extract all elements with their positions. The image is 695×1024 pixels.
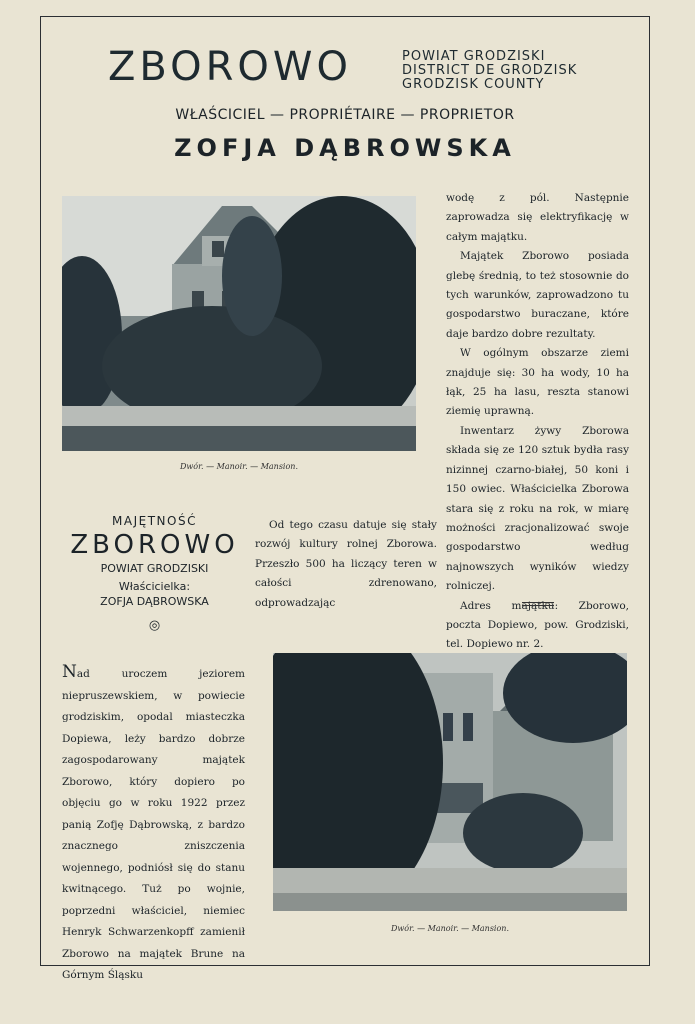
paragraph-body: ad uroczem jeziorem niepruszewskiem, w powiecie grodziskim, opodal miasteczka Dopiewa, leży bardzo dobrze zagospodarowany majątek Zborowo, który dopiero po objęciu go w roku 1922 przez panią Zofję Dąbrowską, z bardzo znacznego zniszczenia wojennego, podniósł się do stanu kwitnącego. Tuż po wojnie, poprzedni właściciel, niemiec Henryk Schwarzenkopff zamienił Zborowo na majątek Brune na Górnym Śląsku bbox=[62, 668, 245, 981]
drop-cap: N bbox=[62, 662, 77, 682]
estate-owner-name: ZOFJA DĄBROWSKA bbox=[100, 595, 209, 608]
photo-caption-top: Dwór. — Manoir. — Mansion. bbox=[179, 462, 298, 471]
ornament-icon: ◎ bbox=[148, 618, 161, 633]
estate-name: ZBOROWO bbox=[70, 530, 239, 560]
paragraph: Majątek Zborowo posiada glebę średnią, to też stosownie do tych warunków, zaprowadzono tu gospodarstwo buraczane, które daje bardzo dobre rezultaty. bbox=[446, 250, 629, 340]
estate-county: POWIAT GRODZISKI bbox=[100, 562, 209, 575]
mansion-photo-bottom bbox=[273, 653, 627, 911]
paragraph: Adres majątku: Zborowo, poczta Dopiewo, pow. Grodziski, tel. Dopiewo nr. 2. bbox=[446, 599, 629, 651]
page-title: ZBOROWO bbox=[108, 44, 352, 90]
left-column bbox=[62, 662, 245, 987]
paragraph: wodę z pól. Następnie zaprowadza się elektryfikację w całym majątku. bbox=[446, 192, 629, 243]
middle-column bbox=[255, 516, 437, 613]
owner-name: ZOFJA DĄBROWSKA bbox=[174, 134, 516, 162]
photo-caption-bottom: Dwór. — Manoir. — Mansion. bbox=[390, 924, 509, 933]
county-block bbox=[402, 50, 577, 92]
county-line: DISTRICT DE GRODZISK bbox=[402, 63, 578, 78]
paragraph: Od tego czasu datuje się stały rozwój kultury rolnej Zborowa. Przeszło 500 ha liczący teren w całości zdrenowano, odprowadzając bbox=[255, 519, 437, 609]
county-line: GRODZISK COUNTY bbox=[402, 77, 545, 92]
estate-label: MAJĘTNOŚĆ bbox=[112, 514, 197, 528]
owner-label: WŁAŚCICIEL — PROPRIÉTAIRE — PROPRIETOR bbox=[175, 107, 515, 123]
paragraph bbox=[62, 662, 245, 987]
mansion-photo-top bbox=[62, 196, 416, 451]
county-line: POWIAT GRODZISKI bbox=[402, 49, 546, 64]
paragraph: Inwentarz żywy Zborowa składa się ze 120 sztuk bydła rasy nizinnej czarno-białej, 50 koni i 150 owiec. Właścicielka Zborowa stara się z roku na rok, w miarę możności zracjonalizować swoje gospodarstwo według najnowszych wyników wiedzy rolniczej. bbox=[446, 424, 629, 593]
right-column bbox=[446, 189, 629, 655]
estate-block bbox=[62, 514, 247, 633]
paragraph: W ogólnym obszarze ziemi znajduje się: 30 ha wody, 10 ha łąk, 25 ha lasu, reszta stanowi ziemię uprawną. bbox=[446, 347, 629, 418]
estate-owner-label: Właścicielka: bbox=[118, 580, 191, 593]
end-rule bbox=[522, 602, 554, 606]
